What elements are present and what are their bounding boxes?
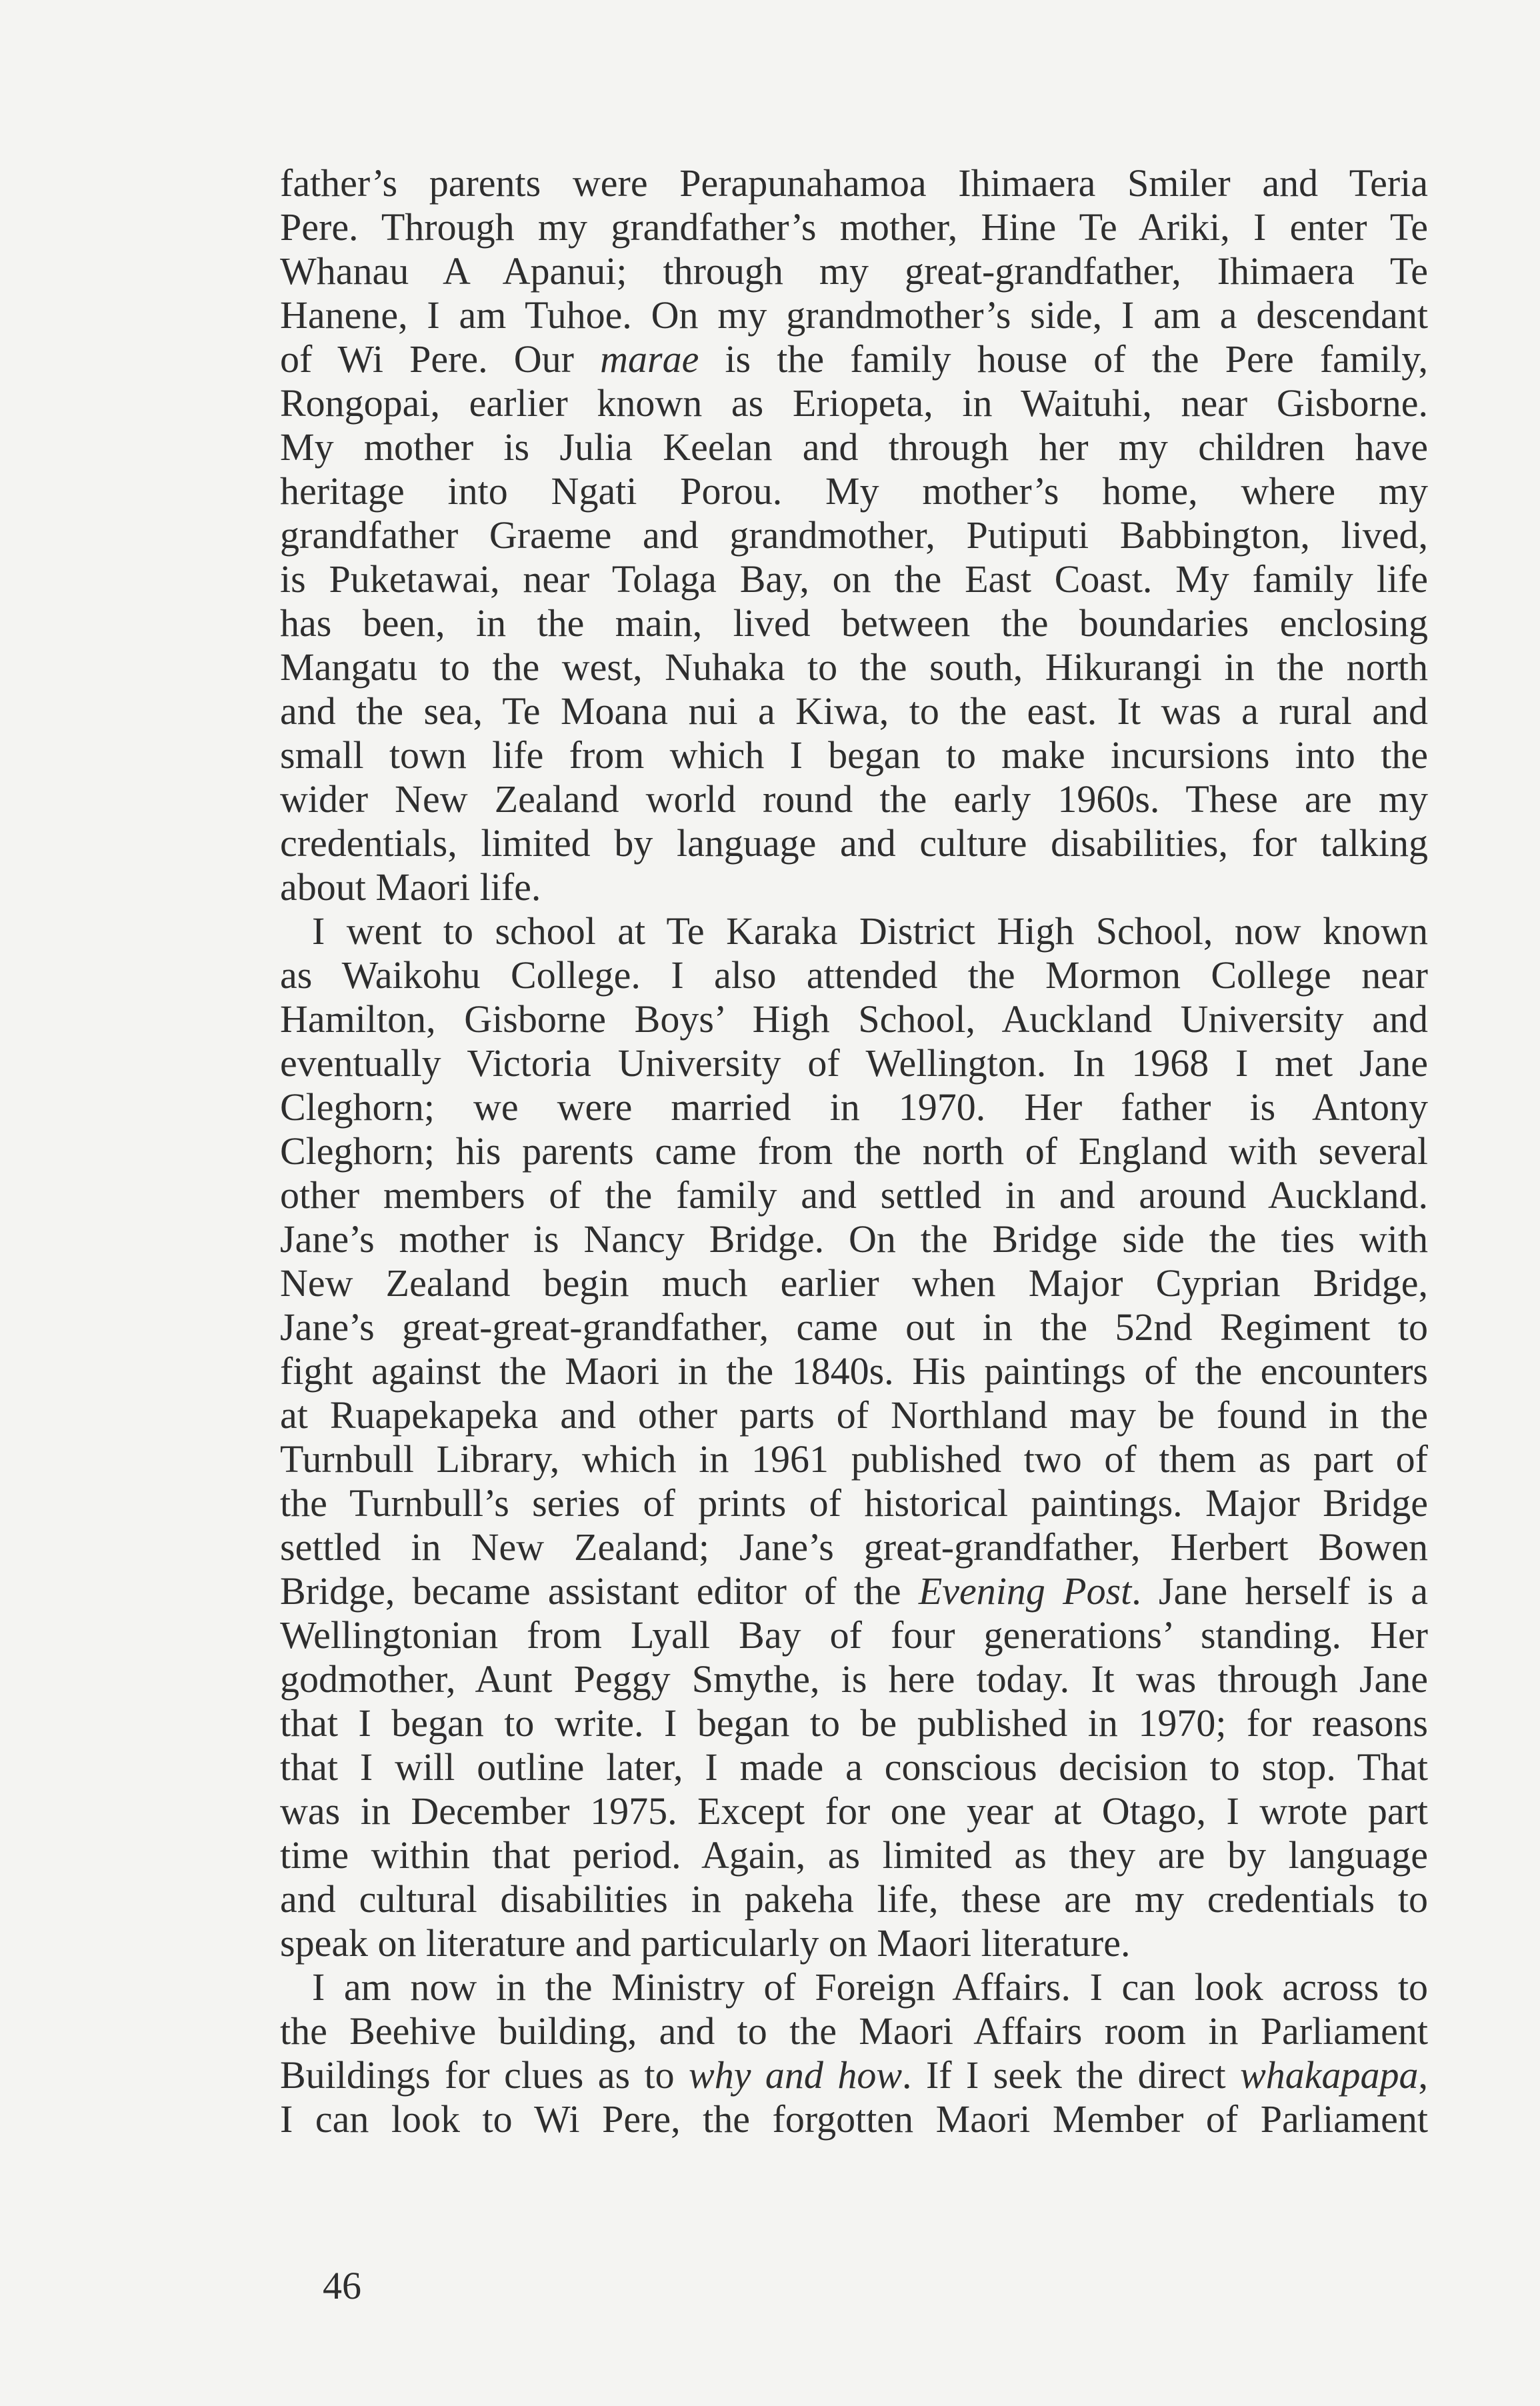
text-line: Turnbull Library, which in 1961 published two of them as part of bbox=[280, 1437, 1428, 1481]
text-line: Pere. Through my grandfather’s mother, Hine Te Ariki, I enter Te bbox=[280, 205, 1428, 249]
text-line: fight against the Maori in the 1840s. His paintings of the encounters bbox=[280, 1349, 1428, 1393]
text-line: Rongopai, earlier known as Eriopeta, in Waituhi, near Gisborne. bbox=[280, 381, 1428, 425]
text-line: Jane’s mother is Nancy Bridge. On the Bridge side the ties with bbox=[280, 1217, 1428, 1261]
text-line: small town life from which I began to make incursions into the bbox=[280, 733, 1428, 777]
italic-phrase: marae bbox=[600, 337, 699, 381]
text-line: I can look to Wi Pere, the forgotten Maori Member of Parliament bbox=[280, 2097, 1428, 2141]
text-line: of Wi Pere. Our marae is the family house of the Pere family, bbox=[280, 337, 1429, 381]
text-line: father’s parents were Perapunahamoa Ihimaera Smiler and Teria bbox=[280, 161, 1428, 205]
text-line: is Puketawai, near Tolaga Bay, on the East Coast. My family life bbox=[280, 557, 1428, 601]
page-number: 46 bbox=[323, 2264, 361, 2307]
text-line: grandfather Graeme and grandmother, Putiputi Babbington, lived, bbox=[280, 513, 1428, 557]
text-line: Hanene, I am Tuhoe. On my grandmother’s side, I am a descendant bbox=[280, 293, 1428, 337]
text-line: has been, in the main, lived between the boundaries enclosing bbox=[280, 601, 1428, 645]
text-line: and cultural disabilities in pakeha life, these are my credentials to bbox=[280, 1877, 1428, 1921]
text-line: I am now in the Ministry of Foreign Affairs. I can look across to bbox=[312, 1965, 1428, 2009]
text-line: heritage into Ngati Porou. My mother’s home, where my bbox=[280, 469, 1428, 513]
body-text bbox=[280, 161, 1428, 2141]
text-line: the Beehive building, and to the Maori Affairs room in Parliament bbox=[280, 2009, 1428, 2053]
text-line: godmother, Aunt Peggy Smythe, is here today. It was through Jane bbox=[280, 1657, 1428, 1701]
text-line: the Turnbull’s series of prints of historical paintings. Major Bridge bbox=[280, 1481, 1428, 1525]
text-line: I went to school at Te Karaka District High School, now known bbox=[312, 909, 1428, 953]
text-line: Jane’s great-great-grandfather, came out in the 52nd Regiment to bbox=[280, 1305, 1428, 1349]
italic-phrase: why and how bbox=[689, 2053, 903, 2097]
italic-phrase: Evening Post bbox=[918, 1569, 1132, 1613]
text-line: New Zealand begin much earlier when Major Cyprian Bridge, bbox=[280, 1261, 1428, 1305]
text-line: settled in New Zealand; Jane’s great-grandfather, Herbert Bowen bbox=[280, 1525, 1428, 1569]
text-line: as Waikohu College. I also attended the Mormon College near bbox=[280, 953, 1428, 997]
text-line: other members of the family and settled in and around Auckland. bbox=[280, 1173, 1428, 1217]
text-line: that I will outline later, I made a conscious decision to stop. That bbox=[280, 1745, 1428, 1789]
text-line: Mangatu to the west, Nuhaka to the south, Hikurangi in the north bbox=[280, 645, 1428, 689]
italic-phrase: whakapapa bbox=[1240, 2053, 1419, 2097]
text-line: about Maori life. bbox=[280, 865, 541, 909]
text-line: that I began to write. I began to be published in 1970; for reasons bbox=[280, 1701, 1428, 1745]
text-line: and the sea, Te Moana nui a Kiwa, to the east. It was a rural and bbox=[280, 689, 1428, 733]
text-line: speak on literature and particularly on Maori literature. bbox=[280, 1921, 1131, 1965]
text-line: was in December 1975. Except for one year at Otago, I wrote part bbox=[280, 1789, 1428, 1833]
text-line: Cleghorn; we were married in 1970. Her father is Antony bbox=[280, 1085, 1428, 1129]
text-line: credentials, limited by language and culture disabilities, for talking bbox=[280, 821, 1428, 865]
text-line: time within that period. Again, as limited as they are by language bbox=[280, 1833, 1428, 1877]
text-line: Bridge, became assistant editor of the Evening Post. Jane herself is a bbox=[280, 1569, 1428, 1613]
text-line: My mother is Julia Keelan and through her my children have bbox=[280, 425, 1428, 469]
text-line: Whanau A Apanui; through my great-grandfather, Ihimaera Te bbox=[280, 249, 1428, 293]
text-line: eventually Victoria University of Wellington. In 1968 I met Jane bbox=[280, 1041, 1428, 1085]
text-line: wider New Zealand world round the early 1960s. These are my bbox=[280, 777, 1428, 821]
text-line: Cleghorn; his parents came from the north of England with several bbox=[280, 1129, 1428, 1173]
text-line: Wellingtonian from Lyall Bay of four generations’ standing. Her bbox=[280, 1613, 1428, 1657]
text-line: Buildings for clues as to why and how. If I seek the direct whakapapa, bbox=[280, 2053, 1428, 2097]
text-line: at Ruapekapeka and other parts of Northland may be found in the bbox=[280, 1393, 1428, 1437]
text-line: Hamilton, Gisborne Boys’ High School, Auckland University and bbox=[280, 997, 1428, 1041]
